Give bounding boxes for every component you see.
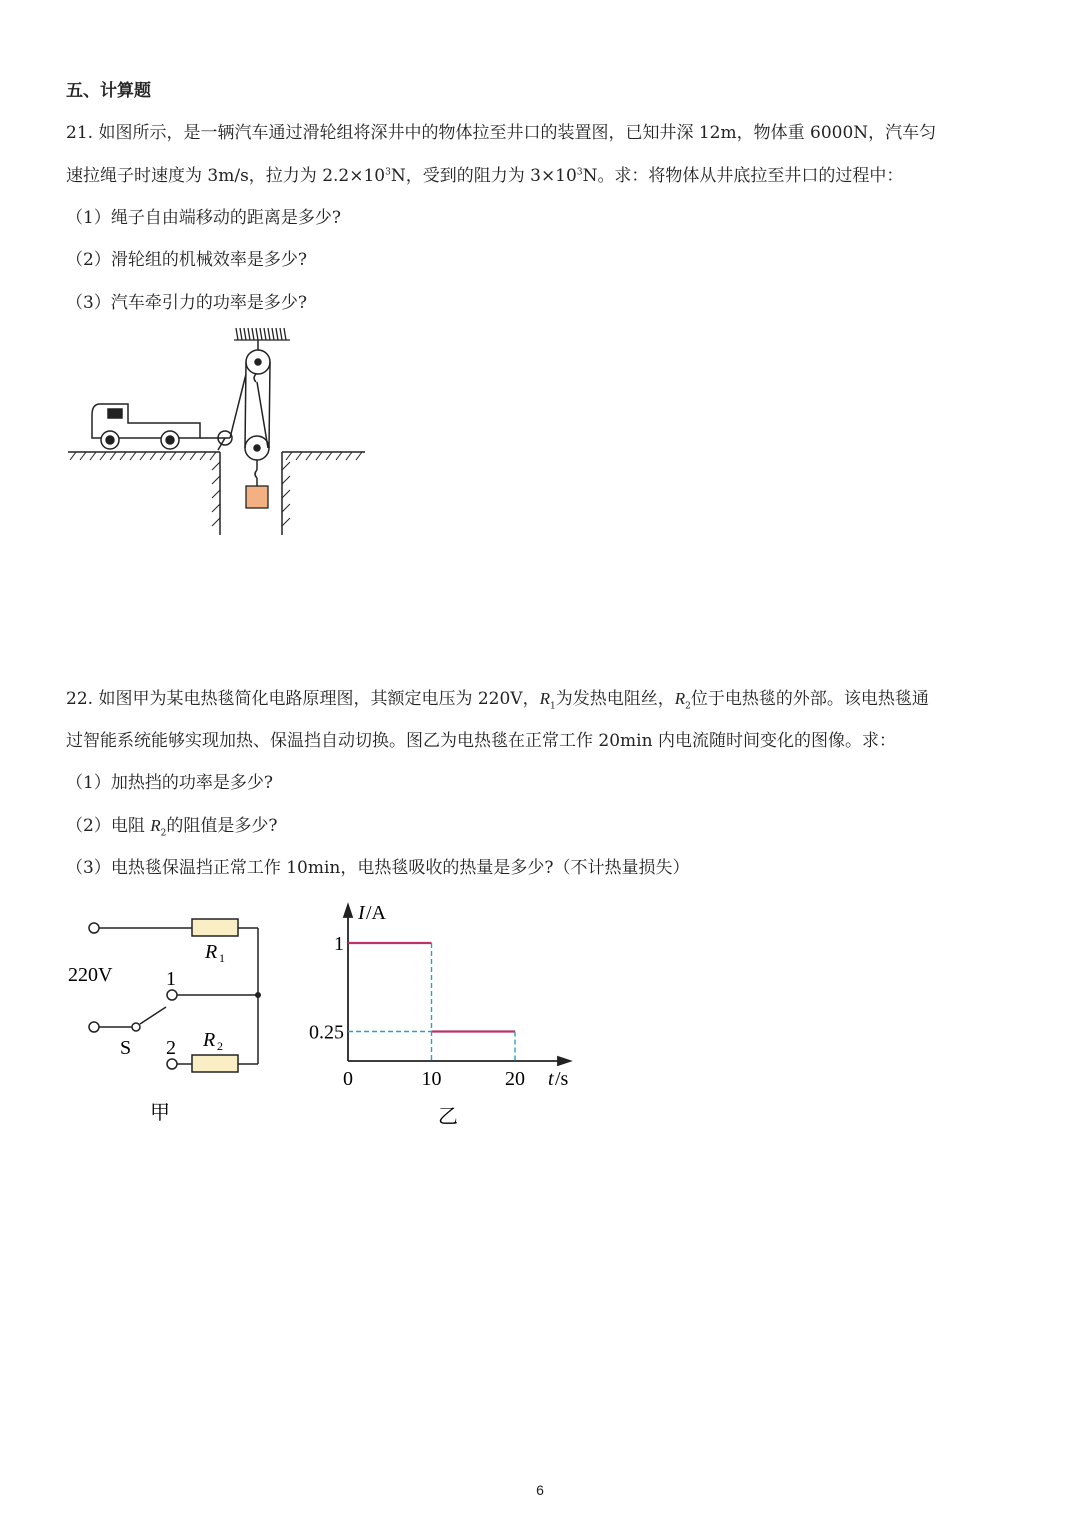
terminal-left [89,1022,99,1032]
q21-sub3: （3）汽车牵引力的功率是多少? [66,293,307,313]
r2-sub: 2 [217,1039,223,1053]
terminal-2 [167,1059,177,1069]
q22-sub2 [66,811,277,838]
q22-line1-a: 22. 如图甲为某电热毯简化电路原理图，其额定电压为 220V， [66,689,540,709]
y-axis-arrow [344,905,352,917]
y-axis-label-unit: /A [366,902,386,924]
q22-r1-sub: 1 [549,701,556,712]
r1-label: R [205,941,218,963]
q21-line2-c: N。求：将物体从井底拉至井口的过程中： [582,166,904,186]
q22-sub2-var: R [150,816,161,835]
q21-line1: 21. 如图所示，是一辆汽车通过滑轮组将深井中的物体拉至井口的装置图，已知井深 12m，物体重 6000N，汽车匀 [66,123,937,143]
resistor-r2 [192,1055,238,1072]
q22-r1-var: R [539,689,550,708]
junction-dot [255,992,261,998]
ceiling-hatch [234,328,290,340]
movable-pulley [245,436,269,486]
page-number: 6 [536,1482,544,1498]
x-tick-label: 20 [505,1068,525,1090]
q22-line2: 过智能系统能够实现加热、保温挡自动切换。图乙为电热毯在正常工作 20min 内电流随时间变化的图像。求： [66,731,896,751]
q22-line1-c: 位于电热毯的外部。该电热毯通 [690,689,929,709]
switch-label: S [120,1037,132,1059]
q21-exp1: 3 [385,167,391,178]
q22-r2-var: R [674,689,686,708]
q22-sub3: （3）电热毯保温挡正常工作 10min，电热毯吸收的热量是多少?（不计热量损失） [66,858,690,878]
x-axis-label-var: t [548,1068,554,1090]
circuit-caption: 甲 [150,1102,170,1124]
y-tick-label: 1 [334,933,344,955]
circuit-diagram [60,905,280,1135]
q21-exp2: 3 [576,167,583,178]
chart-caption: 乙 [438,1106,458,1128]
terminal-2-label: 2 [166,1037,176,1059]
x-axis-arrow [558,1057,570,1065]
x-axis-label-unit: /s [555,1068,569,1090]
voltage-label: 220V [68,964,113,986]
y-axis-label-var: I [358,902,365,924]
q22-sub2-b: 的阻值是多少? [166,816,278,836]
resistor-r1 [192,919,238,936]
fixed-pulley [246,340,270,382]
r2-label: R [203,1029,216,1051]
ground-hatch [70,452,362,526]
current-time-chart [290,895,590,1135]
x-tick-label: 10 [421,1068,442,1090]
q21-sub2: （2）滑轮组的机械效率是多少? [66,250,307,270]
q22-line1-b: 为发热电阻丝， [555,689,675,709]
x-tick-label: 0 [343,1068,353,1090]
weight-block [246,486,268,508]
q22-line1 [66,684,929,711]
q22-sub2-subscript: 2 [160,828,167,839]
y-tick-label: 0.25 [309,1021,344,1044]
truck [92,404,200,449]
q21-line2-b: N，受到的阻力为 3×10 [390,166,577,186]
switch-blade [140,1007,166,1024]
ropes [200,362,270,448]
q21-sub1: （1）绳子自由端移动的距离是多少? [66,208,341,228]
q22-r2-sub: 2 [685,701,691,712]
switch-pivot [132,1023,140,1031]
q21-line2-a: 速拉绳子时速度为 3m/s，拉力为 2.2×10 [66,166,386,186]
terminal-top [89,923,99,933]
r1-sub: 1 [219,951,225,965]
terminal-1 [167,990,177,1000]
pulley-diagram [60,320,380,545]
q22-sub2-a: （2）电阻 [66,816,151,836]
section-title: 五、计算题 [66,81,151,101]
small-pulley [218,431,232,450]
terminal-1-label: 1 [166,968,176,990]
q21-line2 [66,161,903,186]
q22-sub1: （1）加热挡的功率是多少? [66,773,273,793]
